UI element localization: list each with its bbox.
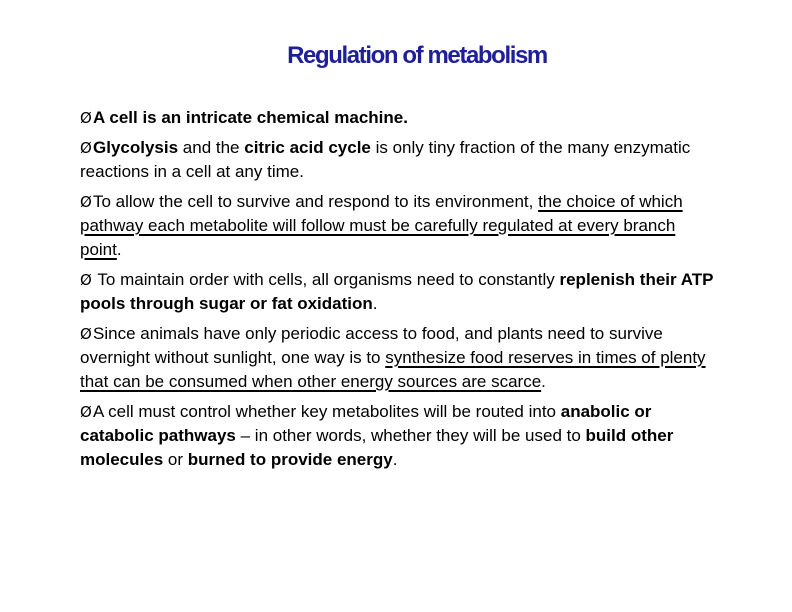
arrow-bullet-icon: Ø (80, 139, 92, 157)
arrow-bullet-icon: Ø (80, 193, 92, 211)
arrow-bullet-icon: Ø (80, 325, 92, 343)
arrow-bullet-icon: Ø (80, 403, 92, 421)
bullet-text: is only tiny fraction of the many enzymatic reactions in a cell at any time. (80, 138, 691, 181)
bullet-text: To allow the cell to survive and respond to its environment, (93, 192, 539, 211)
underlined-phrase: synthesize food reserves in times of plenty that can be consumed when other energy sources are scarce (80, 348, 706, 391)
bullet-text: or (163, 450, 188, 469)
bullet-text: Since animals have only periodic access to food, and plants need to survive overnight without sunlight, one way is to (80, 324, 663, 367)
bullet-glycolysis (80, 136, 720, 184)
bullet-list (80, 106, 720, 478)
bullet-cell-machine (80, 106, 720, 130)
bold-phrase: anabolic or catabolic pathways (80, 402, 652, 445)
bullet-anabolic-catabolic (80, 400, 720, 472)
citric-acid-cycle-term: citric acid cycle (244, 138, 371, 157)
bullet-pathway-choice (80, 190, 720, 262)
bullet-atp-pools (80, 268, 720, 316)
bullet-text: . (541, 372, 546, 391)
bullet-text: . (116, 240, 122, 259)
arrow-bullet-icon: Ø (80, 109, 92, 127)
bold-phrase: replenish their ATP pools through sugar or fat oxidation (80, 270, 714, 313)
glycolysis-term: Glycolysis (93, 138, 179, 157)
bullet-text: and the (178, 138, 245, 157)
bullet-food-reserves (80, 322, 720, 394)
underlined-phrase: the choice of which pathway each metabolite will follow must be carefully regulated at every branch point (80, 192, 683, 259)
bullet-text: To maintain order with cells, all organisms need to constantly (93, 270, 560, 289)
bullet-text: A cell must control whether key metabolites will be routed into (93, 402, 561, 421)
bold-phrase: burned to provide energy (187, 450, 393, 469)
bullet-text: – in other words, whether they will be used to (235, 426, 586, 445)
bullet-text: A cell is an intricate chemical machine. (93, 108, 408, 127)
bullet-text: . (392, 450, 398, 469)
arrow-bullet-icon: Ø (80, 271, 92, 289)
bold-phrase: build other molecules (80, 426, 674, 469)
slide-title: Regulation of metabolism (287, 42, 547, 69)
bullet-text: . (372, 294, 378, 313)
